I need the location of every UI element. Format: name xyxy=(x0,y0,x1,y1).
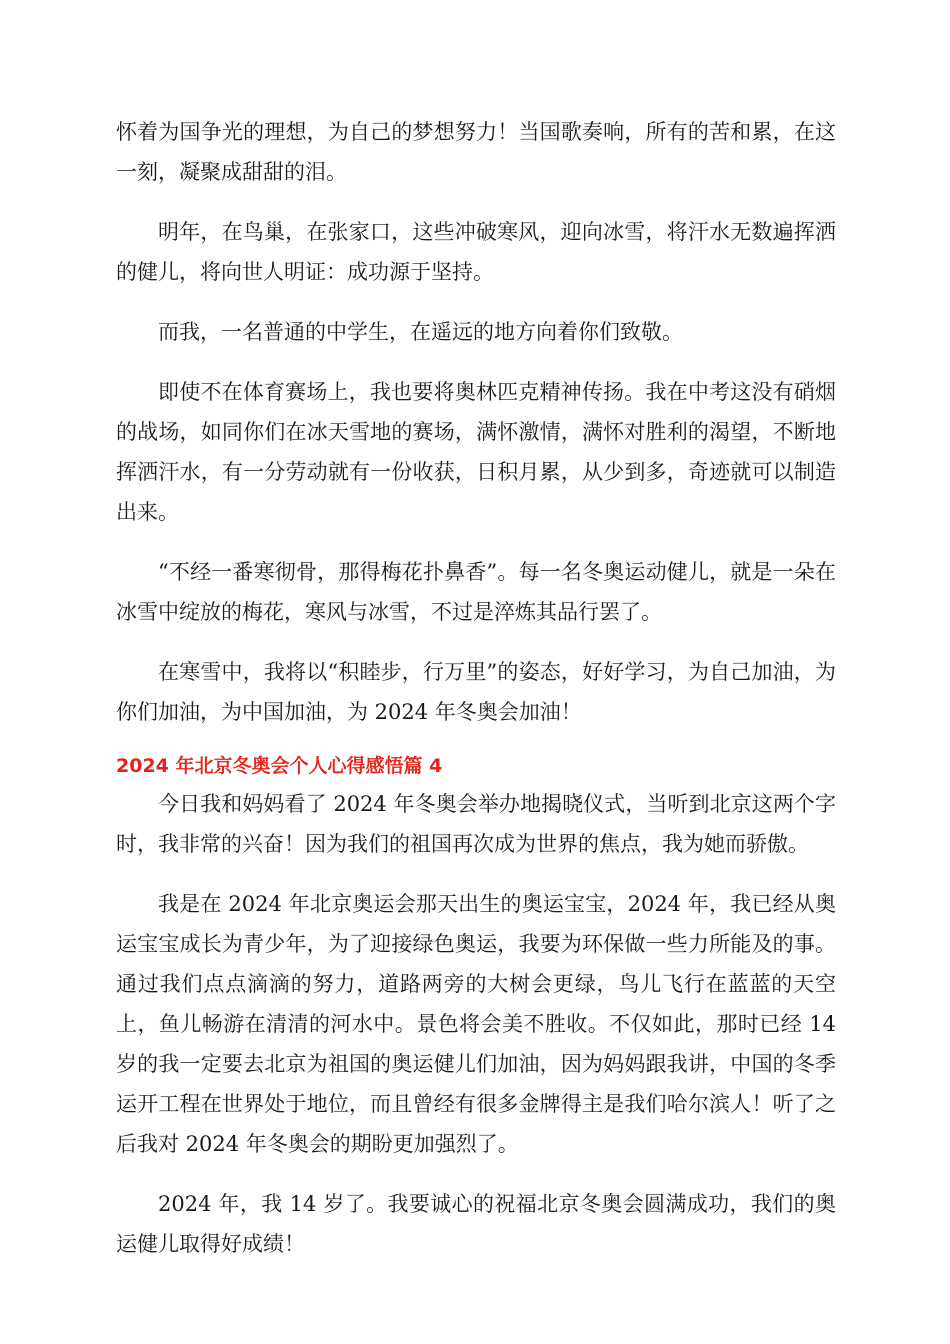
paragraph: 今日我和妈妈看了 2024 年冬奥会举办地揭晓仪式，当听到北京这两个字时，我非常的兴奋！因为我们的祖国再次成为世界的焦点，我为她而骄傲。 xyxy=(116,792,836,856)
paragraph: 2024 年，我 14 岁了。我要诚心的祝福北京冬奥会圆满成功，我们的奥运健儿取得好成绩！ xyxy=(116,1192,836,1256)
section-heading: 2024 年北京冬奥会个人心得感悟篇 4 xyxy=(116,755,443,777)
paragraph: 在寒雪中，我将以“积睦步，行万里”的姿态，好好学习，为自己加油，为你们加油，为中国加油，为 2024 年冬奥会加油！ xyxy=(116,660,836,724)
paragraph: 怀着为国争光的理想，为自己的梦想努力！当国歌奏响，所有的苦和累，在这一刻，凝聚成甜甜的泪。 xyxy=(116,120,836,184)
paragraph: 我是在 2024 年北京奥运会那天出生的奥运宝宝，2024 年，我已经从奥运宝宝成长为青少年，为了迎接绿色奥运，我要为环保做一些力所能及的事。通过我们点点滴滴的努力，道路两旁的大树会更绿，鸟儿飞行在蓝蓝的天空上，鱼儿畅游在清清的河水中。景色将会美不胜收。不仅如此，那时已经 14 岁的我一定要去北京为祖国的奥运健儿们加油，因为妈妈跟我讲，中国的冬季运开工程在世界处于地位，而且曾经有很多金牌得主是我们哈尔滨人！听了之后我对 2024 年冬奥会的期盼更加强烈了。 xyxy=(116,892,843,1156)
paragraph: “不经一番寒彻骨，那得梅花扑鼻香”。每一名冬奥运动健儿，就是一朵在冰雪中绽放的梅花，寒风与冰雪，不过是淬炼其品行罢了。 xyxy=(116,560,836,624)
paragraph: 明年，在鸟巢，在张家口，这些冲破寒风，迎向冰雪，将汗水无数遍挥洒的健儿，将向世人明证：成功源于坚持。 xyxy=(116,220,836,284)
paragraph: 即使不在体育赛场上，我也要将奥林匹克精神传扬。我在中考这没有硝烟的战场，如同你们在冰天雪地的赛场，满怀激情，满怀对胜利的渴望，不断地挥洒汗水，有一分劳动就有一份收获，日积月累，从少到多，奇迹就可以制造出来。 xyxy=(116,380,836,524)
document-body xyxy=(116,112,843,1284)
paragraph: 而我，一名普通的中学生，在遥远的地方向着你们致敬。 xyxy=(158,320,683,344)
